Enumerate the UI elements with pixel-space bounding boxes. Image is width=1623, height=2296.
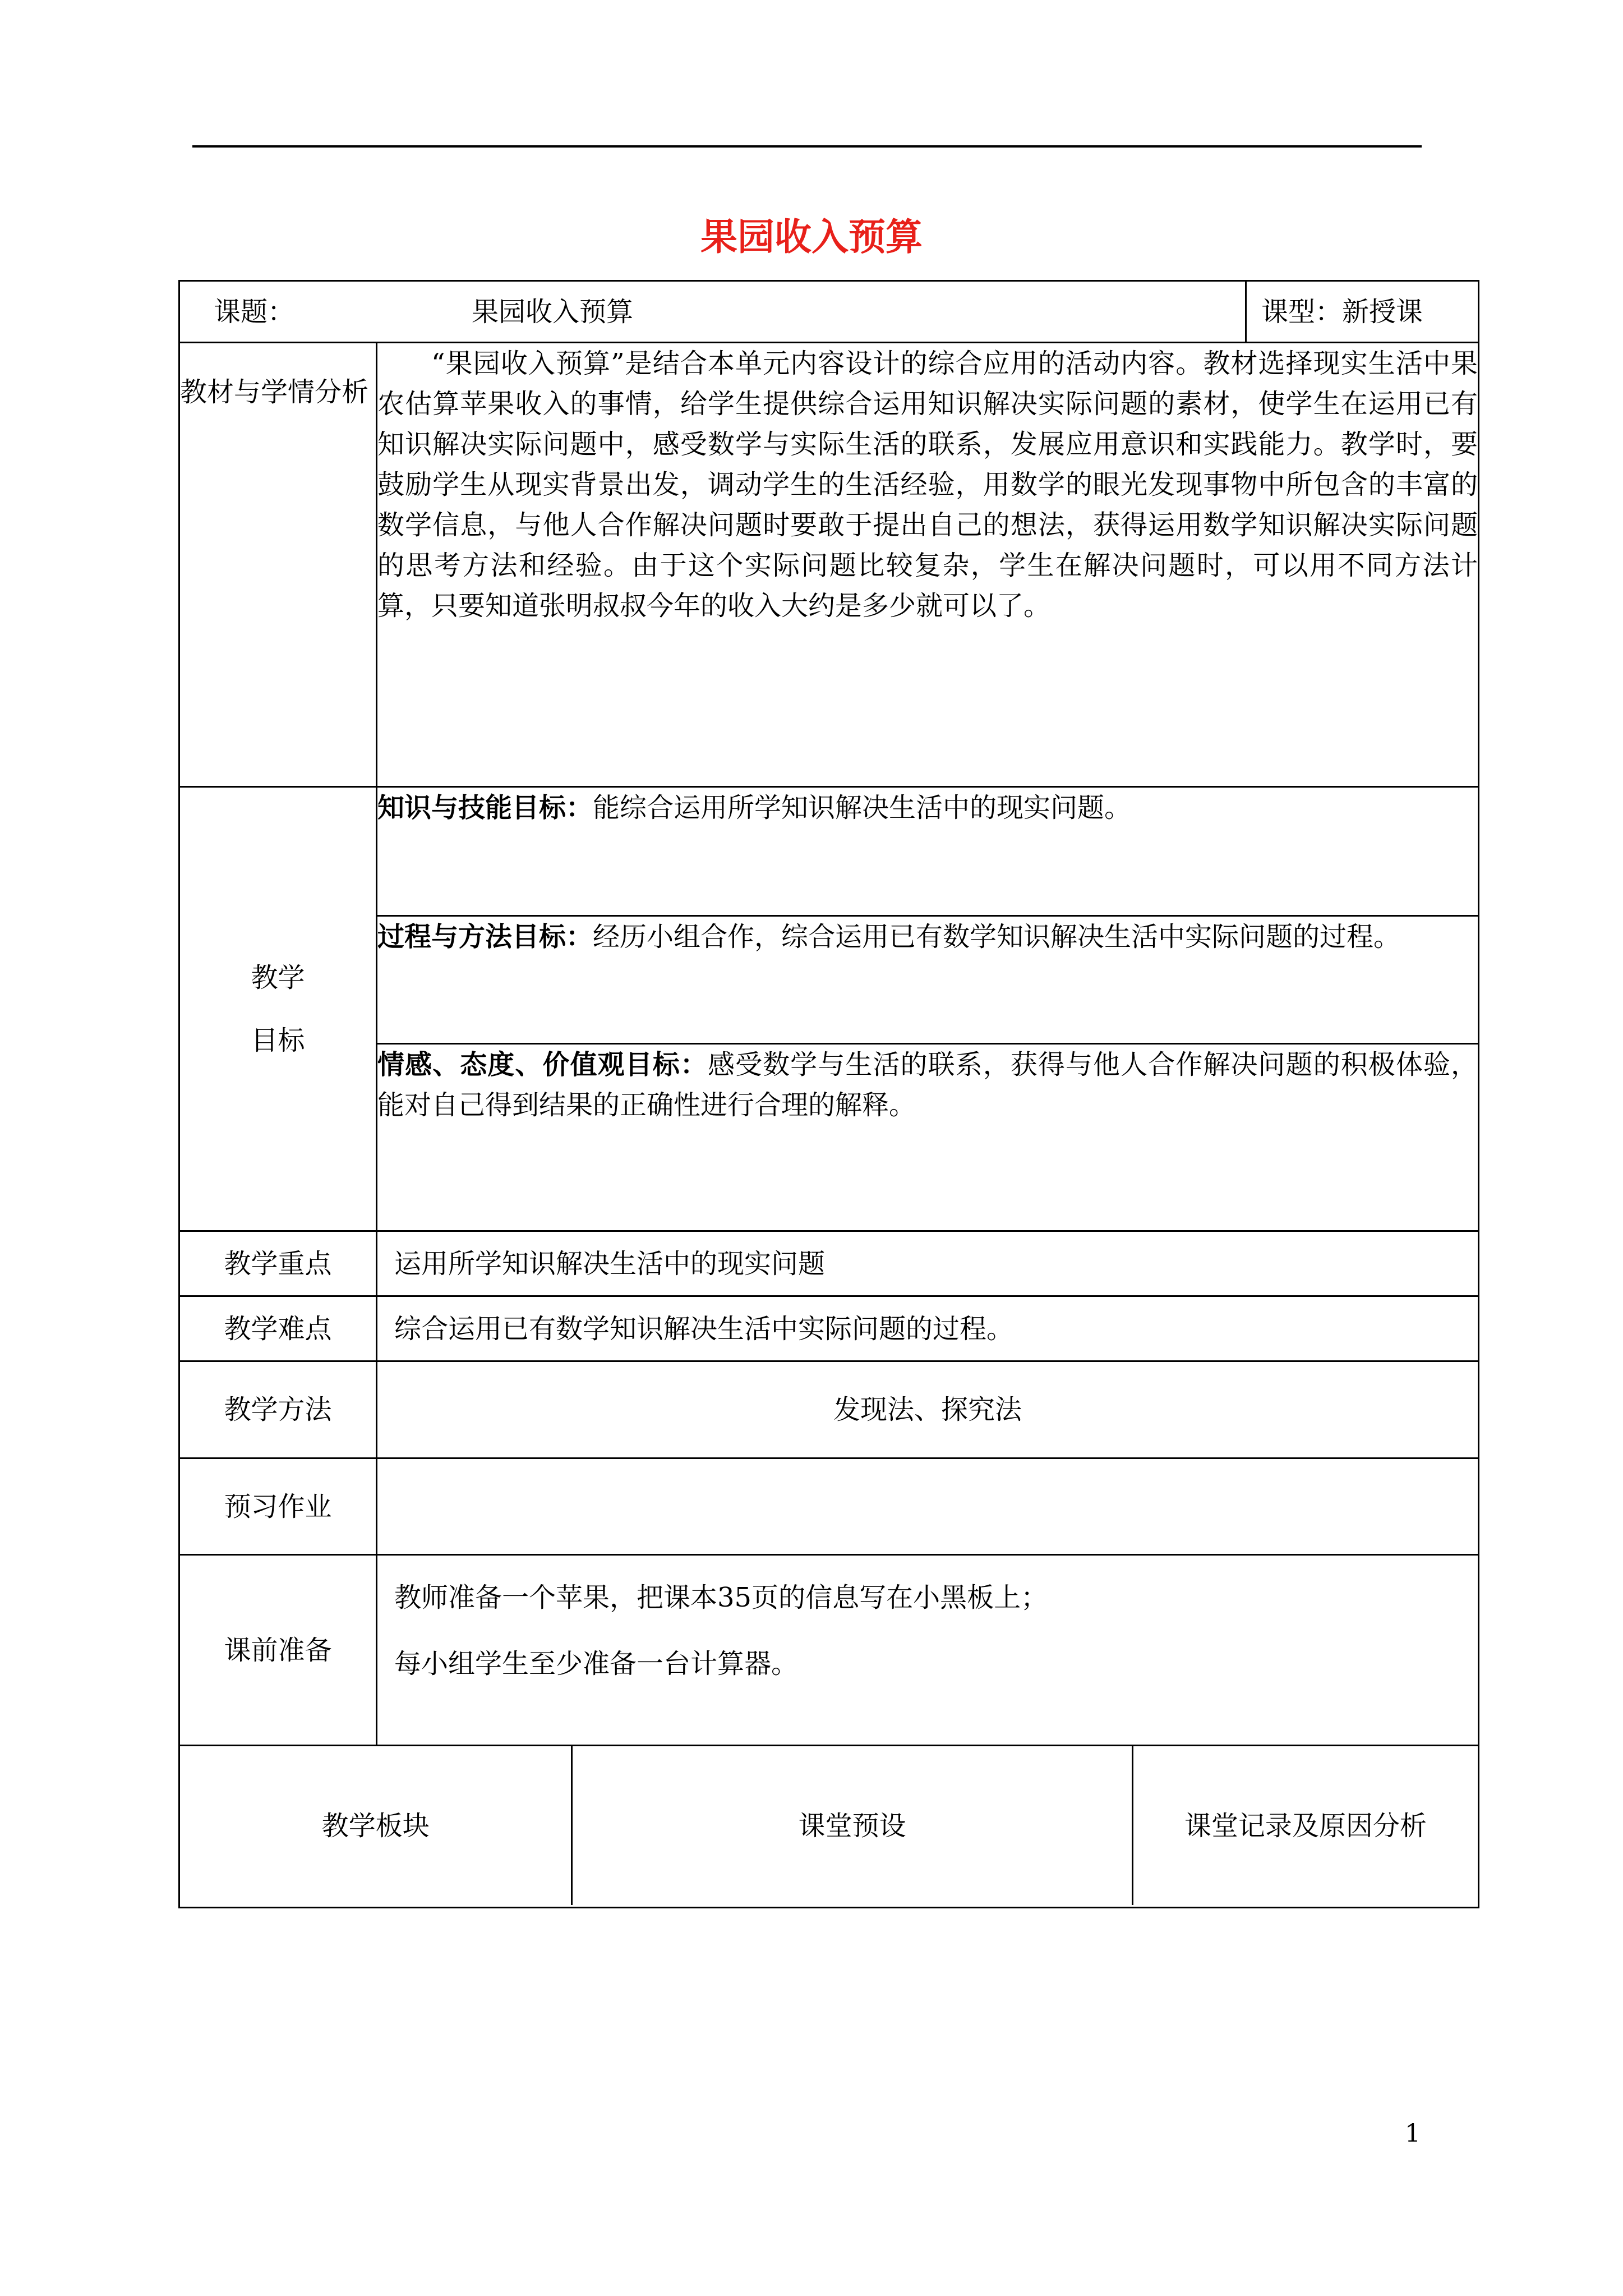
topic-label: 课题： xyxy=(214,296,295,328)
preview-label: 预习作业 xyxy=(179,1458,377,1555)
goals-label-cell xyxy=(179,787,377,1231)
columns-header-row xyxy=(180,1746,1478,1905)
columns-cell xyxy=(179,1746,1479,1908)
row-preview xyxy=(179,1458,1479,1555)
key-point-text: 运用所学知识解决生活中的现实问题 xyxy=(377,1231,1479,1296)
analysis-text: “果园收入预算”是结合本单元内容设计的综合应用的活动内容。教材选择现实生活中果农估算苹果收入的事情，给学生提供综合运用知识解决实际问题的素材，使学生在运用已有知识解决实际问题中，感受数学与实际生活的联系，发展应用意识和实践能力。教学时，要鼓励学生从现实背景出发，调动学生的生活经验，用数学的眼光发现事物中所包含的丰富的数学信息，与他人合作解决问题时要敢于提出自己的想法，获得运用数学知识解决实际问题的思考方法和经验。由于这个实际问题比较复杂，学生在解决问题时，可以用不同方法计算，只要知道张明叔叔今年的收入大约是多少就可以了。 xyxy=(377,343,1479,787)
goals-label-line-2: 目标 xyxy=(251,1024,305,1056)
header-rule xyxy=(192,145,1422,148)
goal-knowledge-text: 能综合运用所学知识解决生活中的现实问题。 xyxy=(593,792,1132,823)
page-number: 1 xyxy=(1405,2119,1421,2148)
difficulty-label: 教学难点 xyxy=(179,1296,377,1361)
lesson-type: 课型：新授课 xyxy=(1261,296,1423,328)
method-label: 教学方法 xyxy=(179,1361,377,1458)
row-method xyxy=(179,1361,1479,1458)
difficulty-text: 综合运用已有数学知识解决生活中实际问题的过程。 xyxy=(377,1296,1479,1361)
row-key-point xyxy=(179,1231,1479,1296)
method-text: 发现法、探究法 xyxy=(377,1361,1479,1458)
row-topic xyxy=(179,281,1479,343)
goal-process-text: 经历小组合作，综合运用已有数学知识解决生活中实际问题的过程。 xyxy=(593,921,1401,953)
prep-line-2: 每小组学生至少准备一台计算器。 xyxy=(394,1648,799,1680)
goal-knowledge-row xyxy=(377,788,1478,915)
goal-knowledge xyxy=(377,788,1478,915)
row-difficulty xyxy=(179,1296,1479,1361)
key-point-label: 教学重点 xyxy=(179,1231,377,1296)
analysis-label-cell xyxy=(179,343,377,787)
row-prep xyxy=(179,1555,1479,1746)
goals-cell xyxy=(377,787,1479,1231)
prep-label: 课前准备 xyxy=(179,1555,377,1746)
row-columns xyxy=(179,1746,1479,1908)
row-goals xyxy=(179,787,1479,1231)
col-design-header: 课堂预设 xyxy=(572,1746,1132,1905)
col-record-header: 课堂记录及原因分析 xyxy=(1132,1746,1478,1905)
prep-line-1: 教师准备一个苹果，把课本35页的信息写在小黑板上； xyxy=(394,1582,1048,1613)
goal-process-row xyxy=(377,915,1478,1043)
analysis-label: 教材与学情分析 xyxy=(180,376,369,408)
goal-process-label: 过程与方法目标： xyxy=(377,921,593,953)
prep-cell xyxy=(377,1555,1479,1746)
preview-text xyxy=(377,1458,1479,1555)
lesson-type-cell xyxy=(1246,281,1479,343)
goal-emotion-row xyxy=(377,1043,1478,1230)
goal-emotion-label: 情感、态度、价值观目标： xyxy=(377,1048,708,1080)
col-section-header: 教学板块 xyxy=(321,1810,430,1842)
document-title: 果园收入预算 xyxy=(700,215,923,259)
topic-cell xyxy=(179,281,1246,343)
lesson-plan-table xyxy=(178,280,1479,1908)
row-analysis xyxy=(179,343,1479,787)
goals-inner-table xyxy=(377,788,1478,1230)
goal-knowledge-label: 知识与技能目标： xyxy=(377,792,593,823)
goal-emotion xyxy=(377,1043,1478,1230)
goal-process xyxy=(377,915,1478,1043)
goal-emotion-text: 感受数学与生活的联系，获得与他人合作解决问题的积极体验，能对自己得到结果的正确性进行合理的解释。 xyxy=(377,1048,1478,1121)
columns-inner-table xyxy=(180,1746,1478,1905)
topic-value: 果园收入预算 xyxy=(472,296,634,328)
goals-label-line-1: 教学 xyxy=(251,961,305,993)
